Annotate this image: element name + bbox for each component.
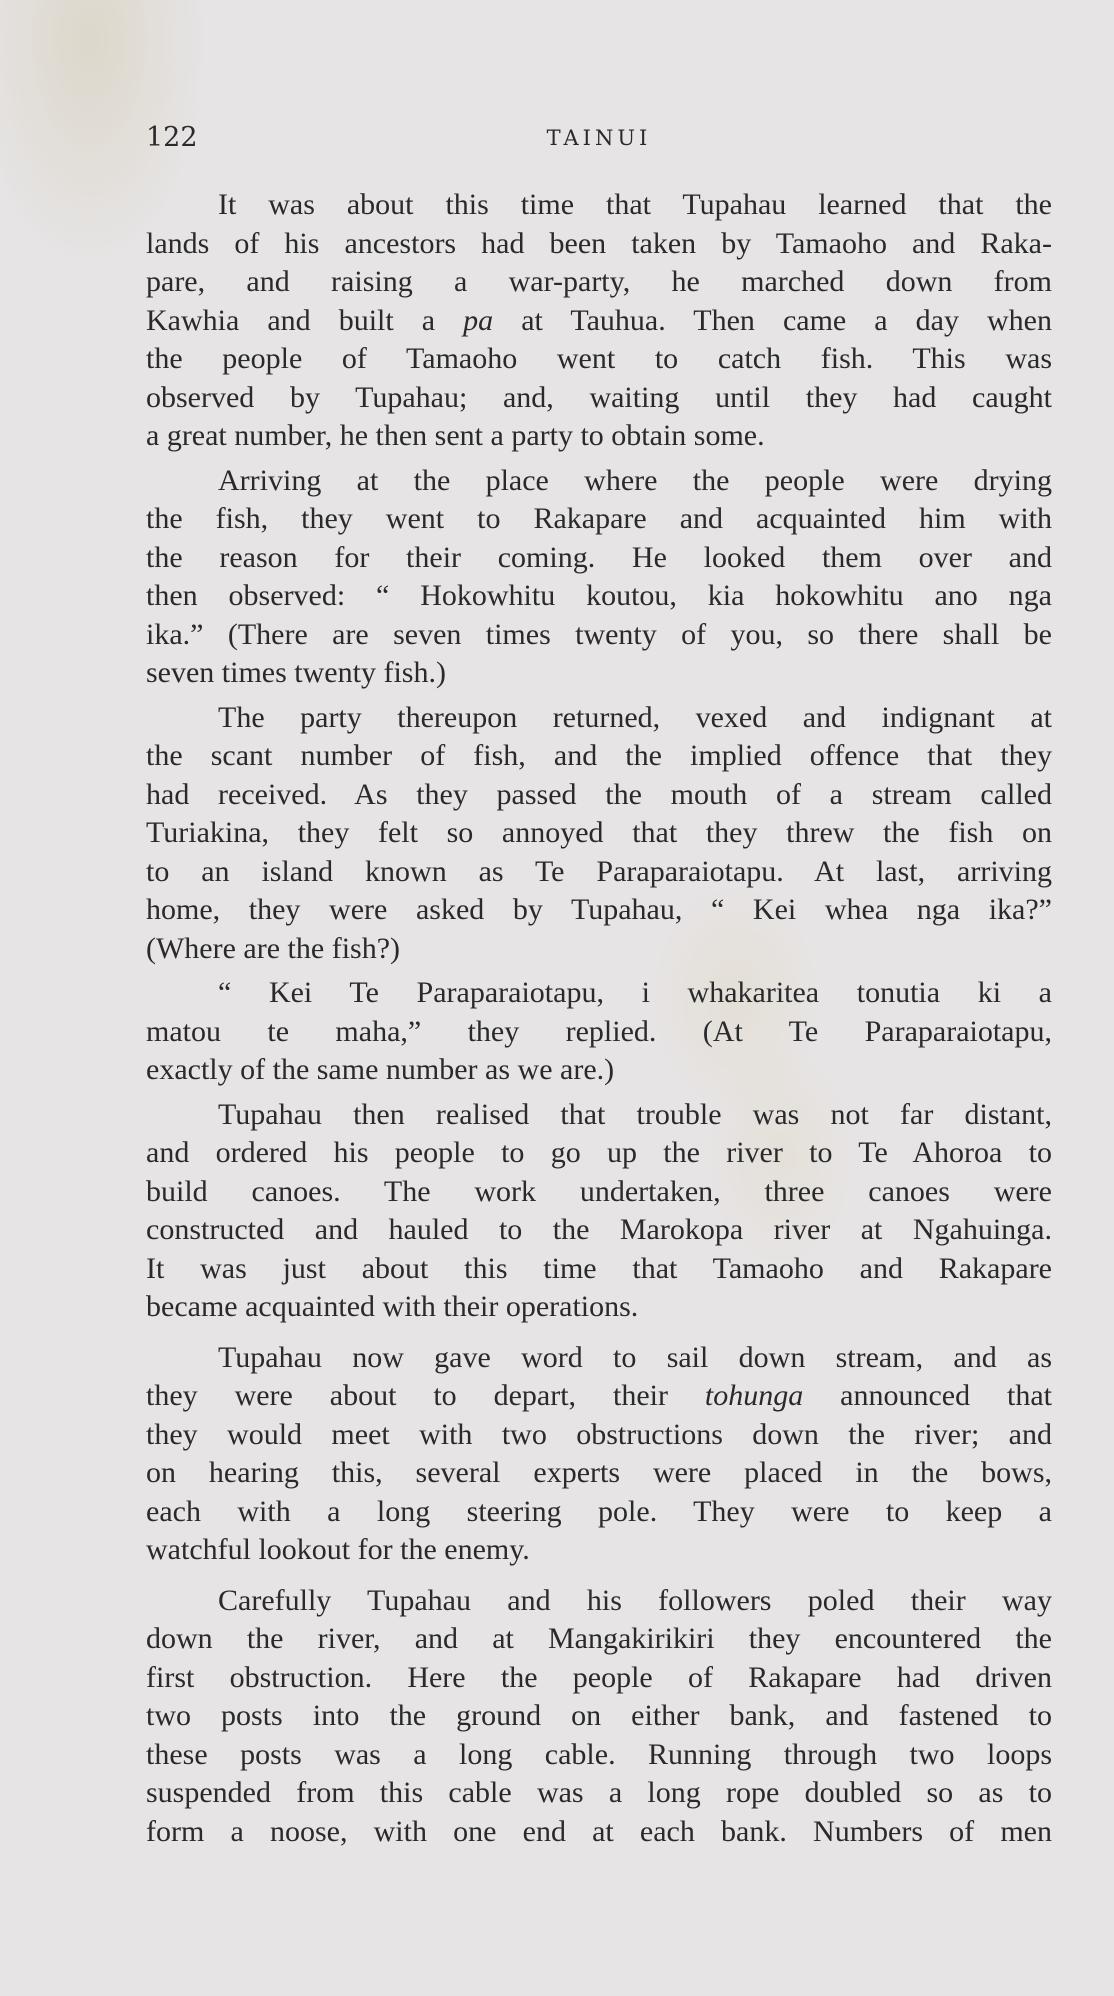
paragraph-2 <box>146 462 1052 693</box>
text-line: the scant number of fish, and the implied offence that they <box>146 739 1052 772</box>
text-line: lands of his ancestors had been taken by Tamaoho and Raka- <box>146 226 1052 260</box>
text-line: It was about this time that Tupahau learned that the <box>218 188 1052 221</box>
text-line: home, they were asked by Tupahau, “ Kei whea nga ika?” <box>146 893 1052 926</box>
text-line: “ Kei Te Paraparaiotapu, i whakaritea tonutia ki a <box>218 976 1052 1009</box>
text-line: the reason for their coming. He looked them over and <box>146 540 1052 574</box>
running-title: TAINUI <box>546 126 652 150</box>
text-line: became acquainted with their operations. <box>146 1290 639 1323</box>
running-head <box>146 122 1052 162</box>
text-line: ika.” (There are seven times twenty of you, so there shall be <box>146 617 1052 651</box>
paragraph-6 <box>146 1339 1052 1570</box>
text-line: watchful lookout for the enemy. <box>146 1533 530 1566</box>
text-line: then observed: “ Hokowhitu koutou, kia hokowhitu ano nga <box>146 579 1052 612</box>
text-line: the people of Tamaoho went to catch fish. This was <box>146 342 1052 375</box>
text-line: build canoes. The work undertaken, three canoes were <box>146 1174 1052 1208</box>
text-line: they would meet with two obstructions down the river; and <box>146 1417 1052 1451</box>
text-line: Kawhia and built a pa at Tauhua. Then came a day when <box>146 303 1052 337</box>
text-line: first obstruction. Here the people of Rakapare had driven <box>146 1660 1052 1694</box>
page-number: 122 <box>146 122 198 153</box>
paragraph-5 <box>146 1096 1052 1327</box>
text-line: a great number, he then sent a party to obtain some. <box>146 419 765 452</box>
paragraph-3 <box>146 699 1052 969</box>
paragraph-7 <box>146 1582 1052 1852</box>
text-line: down the river, and at Mangakirikiri they encountered the <box>146 1622 1052 1655</box>
text-line: two posts into the ground on either bank, and fastened to <box>146 1699 1052 1732</box>
text-line: exactly of the same number as we are.) <box>146 1053 615 1086</box>
text-line: and ordered his people to go up the river to Te Ahoroa to <box>146 1136 1052 1169</box>
text-line: Tupahau now gave word to sail down stream, and as <box>218 1340 1052 1374</box>
text-line: on hearing this, several experts were placed in the bows, <box>146 1456 1052 1489</box>
text-line: Arriving at the place where the people were drying <box>218 463 1052 497</box>
paragraph-1 <box>146 186 1052 456</box>
text-line: suspended from this cable was a long rope doubled so as to <box>146 1776 1052 1809</box>
text-line: (Where are the fish?) <box>146 931 401 965</box>
text-line: observed by Tupahau; and, waiting until they had caught <box>146 380 1052 414</box>
text-line: pare, and raising a war-party, he marched down from <box>146 265 1052 298</box>
text-line: seven times twenty fish.) <box>146 656 446 689</box>
body-text <box>146 186 1052 1857</box>
text-line: to an island known as Te Paraparaiotapu. At last, arriving <box>146 854 1052 888</box>
text-line: constructed and hauled to the Marokopa river at Ngahuinga. <box>146 1213 1052 1246</box>
text-line: form a noose, with one end at each bank. Numbers of men <box>146 1814 1052 1848</box>
text-line: The party thereupon returned, vexed and indignant at <box>218 700 1052 734</box>
text-line: matou te maha,” they replied. (At Te Paraparaiotapu, <box>146 1014 1052 1048</box>
paragraph-4 <box>146 974 1052 1090</box>
text-line: Carefully Tupahau and his followers poled their way <box>218 1583 1052 1617</box>
text-line: these posts was a long cable. Running through two loops <box>146 1737 1052 1771</box>
text-line: Tupahau then realised that trouble was not far distant, <box>218 1097 1052 1131</box>
text-line: the fish, they went to Rakapare and acquainted him with <box>146 502 1052 535</box>
text-line: had received. As they passed the mouth of a stream called <box>146 777 1052 811</box>
text-line: Turiakina, they felt so annoyed that they threw the fish on <box>146 816 1052 849</box>
text-line: each with a long steering pole. They were to keep a <box>146 1494 1052 1528</box>
text-line: It was just about this time that Tamaoho and Rakapare <box>146 1251 1052 1285</box>
text-line: they were about to depart, their tohunga announced that <box>146 1379 1052 1412</box>
